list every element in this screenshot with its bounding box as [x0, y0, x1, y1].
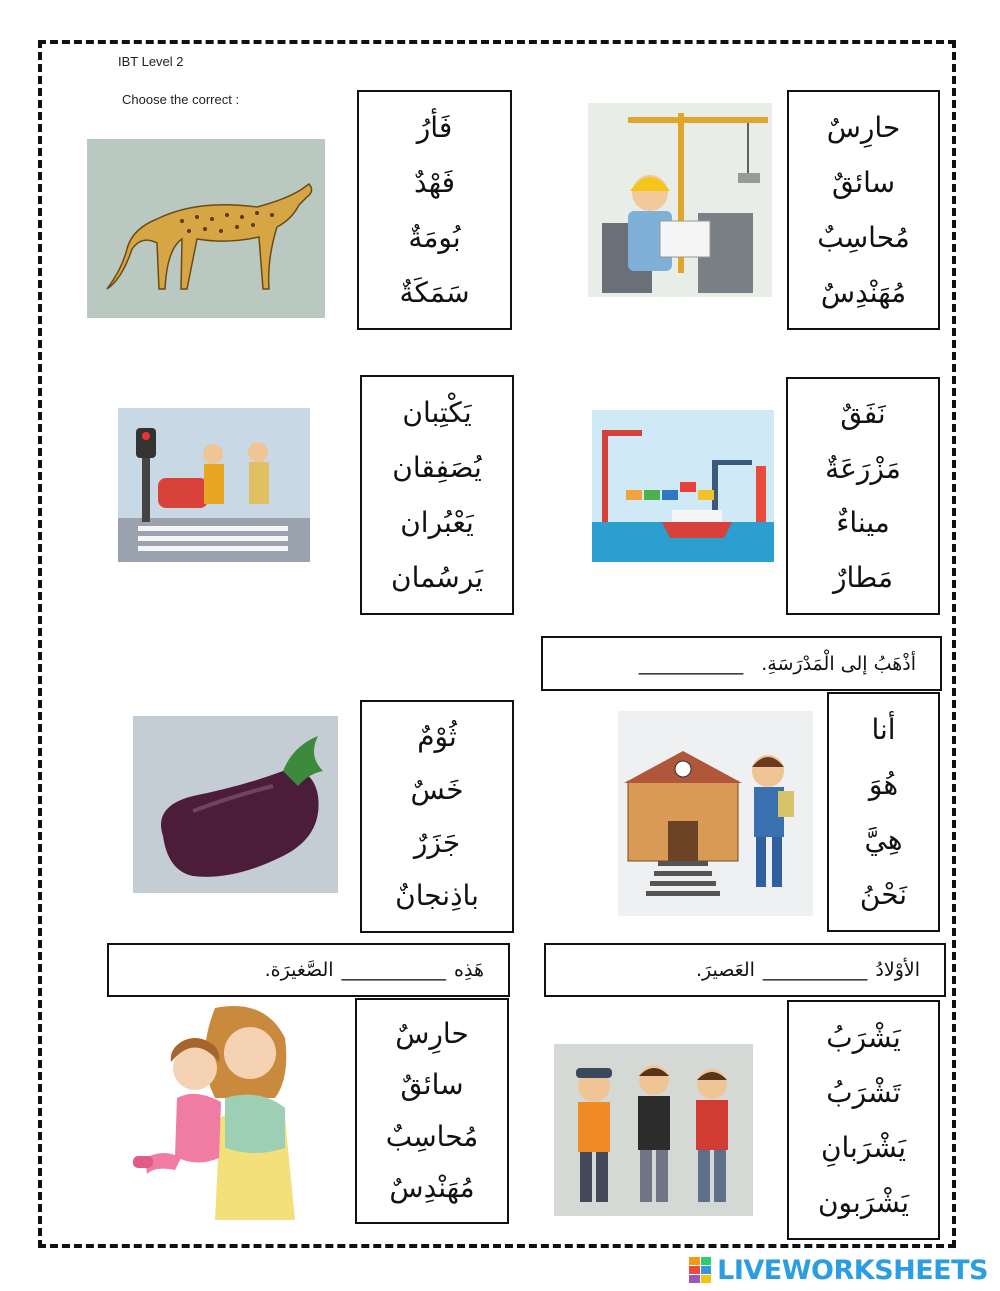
- q6-options-box: [827, 692, 940, 932]
- q6-option-2[interactable]: هُوَ: [868, 767, 899, 801]
- q5-options-box: [360, 700, 514, 933]
- instruction-text: Choose the correct :: [122, 92, 240, 107]
- q1-option-4[interactable]: سَمَكَةٌ: [399, 275, 470, 309]
- liveworksheets-logo-icon: [689, 1257, 711, 1283]
- q1-option-2[interactable]: فَهْدٌ: [414, 165, 455, 199]
- sentence-3-end: العَصيرَ.: [695, 959, 755, 981]
- q7-options-box: [355, 998, 509, 1224]
- q2-option-4[interactable]: مُهَنْدِسٌ: [820, 275, 907, 309]
- sentence-1-text: أذْهَبُ إلى الْمَدْرَسَةِ.: [761, 652, 916, 675]
- cheetah-picture: [87, 139, 325, 318]
- boy-school-picture: [618, 711, 813, 916]
- q6-option-4[interactable]: نَحْنُ: [859, 877, 908, 911]
- boys-drinking-picture: [554, 1044, 753, 1216]
- port-picture: [592, 410, 774, 562]
- q7-option-4[interactable]: مُهَنْدِسٌ: [389, 1171, 475, 1205]
- q2-options-box: [787, 90, 940, 330]
- level-label: IBT Level 2: [118, 54, 184, 69]
- q3-option-3[interactable]: يَعْبُران: [400, 505, 474, 539]
- q8-options-box: [787, 1000, 940, 1240]
- q1-option-3[interactable]: بُومَةٌ: [408, 220, 461, 254]
- q7-option-1[interactable]: حارِسٌ: [395, 1016, 469, 1050]
- q6-option-3[interactable]: هِيَّ: [864, 822, 903, 856]
- q2-option-1[interactable]: حارِسٌ: [826, 110, 901, 144]
- q8-option-1[interactable]: يَشْرَبُ: [826, 1020, 901, 1054]
- sentence-3-box: [544, 943, 946, 997]
- q3-option-2[interactable]: يُصَفِقان: [392, 450, 482, 484]
- q3-option-4[interactable]: يَرسُمان: [391, 560, 483, 594]
- mother-daughter-picture: [125, 998, 307, 1220]
- q5-option-2[interactable]: خَسٌ: [410, 772, 464, 806]
- q4-options-box: [786, 377, 940, 615]
- sentence-2-start: هَذِه: [454, 959, 484, 981]
- liveworksheets-brand-text: LIVEWORKSHEETS: [717, 1254, 988, 1286]
- q4-option-4[interactable]: مَطارٌ: [832, 560, 894, 594]
- q4-option-2[interactable]: مَزْرَعَةٌ: [825, 451, 901, 485]
- q3-options-box: [360, 375, 514, 615]
- q1-option-1[interactable]: فَأرُ: [416, 110, 453, 144]
- q5-option-3[interactable]: جَزَرٌ: [413, 826, 461, 860]
- sentence-1-blank[interactable]: ___________: [638, 652, 744, 675]
- sentence-3-start: الأوْلادُ: [875, 959, 920, 981]
- q2-option-2[interactable]: سائقٌ: [831, 165, 896, 199]
- sentence-1-box: [541, 636, 942, 691]
- q5-option-1[interactable]: ثُوْمٌ: [417, 719, 457, 753]
- q8-option-3[interactable]: يَشْرَبانِ: [820, 1130, 907, 1164]
- q4-option-1[interactable]: نَفَقٌ: [840, 397, 886, 431]
- sentence-2-blank[interactable]: ___________: [341, 959, 447, 981]
- q2-option-3[interactable]: مُحاسِبٌ: [817, 220, 910, 254]
- sentence-2-end: الصَّغيرَة.: [264, 959, 334, 981]
- q8-option-2[interactable]: تَشْرَبُ: [826, 1075, 901, 1109]
- sentence-3-blank[interactable]: ___________: [762, 959, 868, 981]
- q5-option-4[interactable]: باذِنجانٌ: [395, 879, 479, 913]
- q4-option-3[interactable]: ميناءٌ: [836, 506, 890, 540]
- q7-option-3[interactable]: مُحاسِبٌ: [385, 1119, 479, 1153]
- q7-option-2[interactable]: سائقٌ: [400, 1068, 464, 1102]
- crossing-street-picture: [118, 408, 310, 562]
- eggplant-picture: [133, 716, 338, 893]
- sentence-2-box: [107, 943, 510, 997]
- q8-option-4[interactable]: يَشْرَبون: [817, 1185, 910, 1219]
- liveworksheets-branding: [689, 1255, 988, 1285]
- engineer-picture: [588, 103, 772, 297]
- q3-option-1[interactable]: يَكْتِبان: [402, 395, 472, 429]
- q1-options-box: [357, 90, 512, 330]
- q6-option-1[interactable]: أنا: [871, 712, 896, 746]
